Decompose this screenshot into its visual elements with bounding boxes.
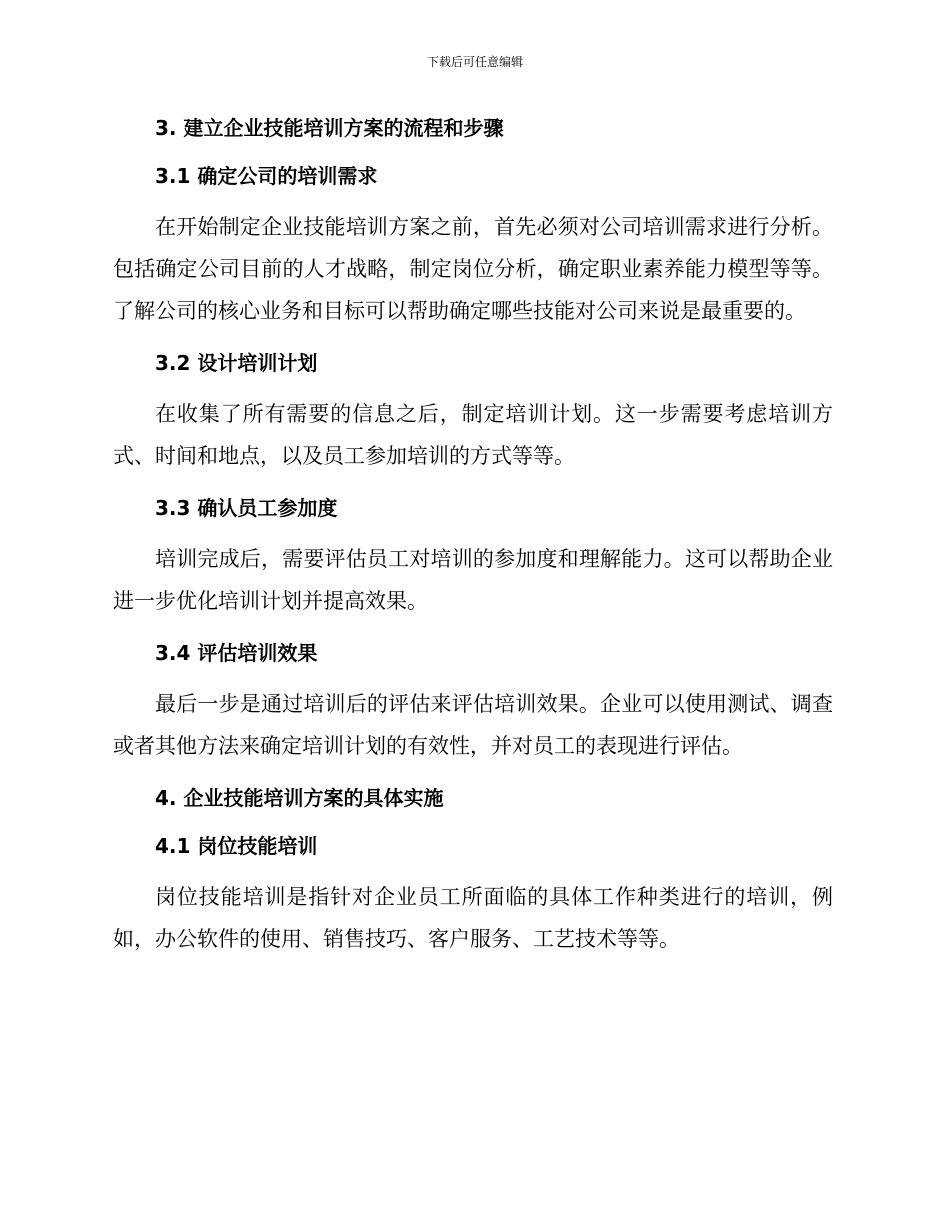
paragraph-evaluation: 最后一步是通过培训后的评估来评估培训效果。企业可以使用测试、调查或者其他方法来确定培训计划的有效性，并对员工的表现进行评估。 xyxy=(113,692,833,758)
document-body xyxy=(113,110,833,960)
heading-section-3-2: 3.2 设计培训计划 xyxy=(155,351,318,375)
heading-section-4: 4. 企业技能培训方案的具体实施 xyxy=(155,786,444,810)
heading-section-4-1: 4.1 岗位技能培训 xyxy=(155,834,318,858)
heading-section-3-4: 3.4 评估培训效果 xyxy=(155,641,318,665)
heading-section-3: 3. 建立企业技能培训方案的流程和步骤 xyxy=(155,116,504,140)
heading-section-3-1: 3.1 确定公司的培训需求 xyxy=(155,164,378,188)
paragraph-job-skills: 岗位技能培训是指针对企业员工所面临的具体工作种类进行的培训，例如，办公软件的使用、销售技巧、客户服务、工艺技术等等。 xyxy=(113,885,833,951)
heading-section-3-3: 3.3 确认员工参加度 xyxy=(155,496,338,520)
paragraph-training-needs: 在开始制定企业技能培训方案之前，首先必须对公司培训需求进行分析。包括确定公司目前的人才战略，制定岗位分析，确定职业素养能力模型等等。了解公司的核心业务和目标可以帮助确定哪些技能对公司来说是最重要的。 xyxy=(113,215,833,323)
page-header: 下载后可任意编辑 xyxy=(426,55,523,69)
paragraph-training-plan: 在收集了所有需要的信息之后，制定培训计划。这一步需要考虑培训方式、时间和地点，以及员工参加培训的方式等等。 xyxy=(113,402,833,468)
paragraph-participation: 培训完成后，需要评估员工对培训的参加度和理解能力。这可以帮助企业进一步优化培训计划并提高效果。 xyxy=(113,547,833,613)
